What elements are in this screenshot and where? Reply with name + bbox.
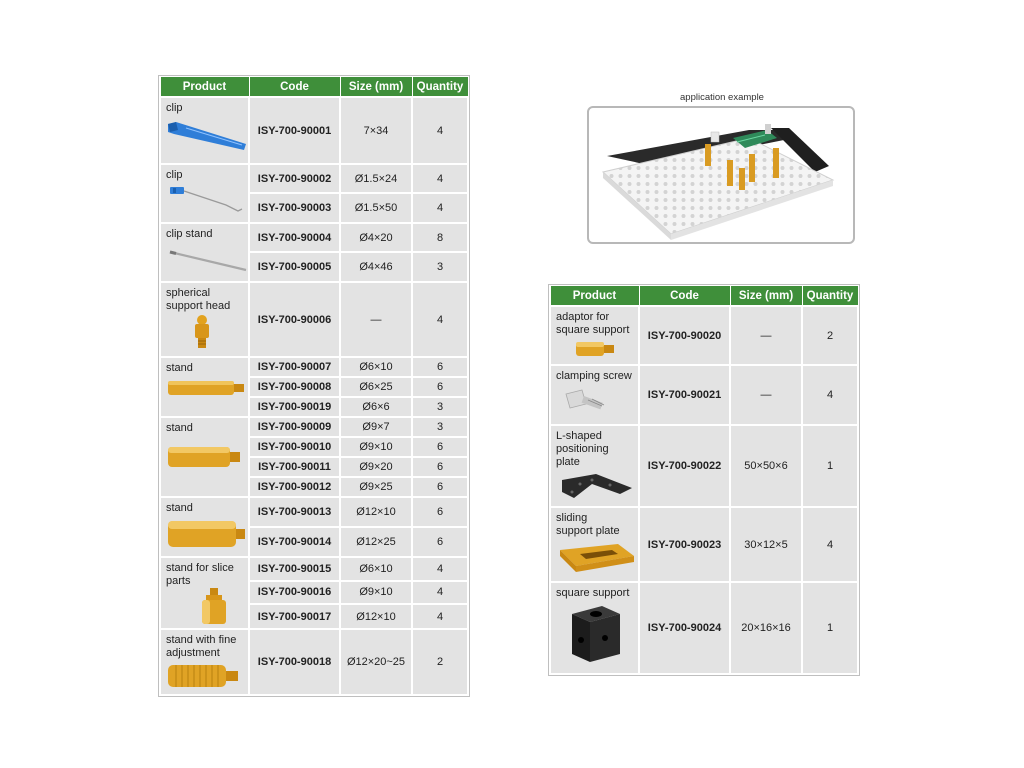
code-cell: ISY-700-90018	[249, 629, 340, 695]
quantity-cell: 4	[802, 365, 858, 425]
quantity-cell: 1	[802, 425, 858, 507]
code-cell: ISY-700-90007	[249, 357, 340, 377]
table-row	[160, 557, 468, 581]
code-cell: ISY-700-90006	[249, 282, 340, 357]
product-name: clip	[166, 169, 183, 181]
size-cell: Ø12×10	[340, 497, 412, 527]
application-example-image	[587, 106, 855, 244]
product-cell	[550, 582, 639, 674]
size-header: Size (mm)	[730, 286, 802, 307]
code-cell: ISY-700-90010	[249, 437, 340, 457]
product-name: stand	[166, 422, 193, 434]
product-cell	[160, 164, 249, 223]
size-cell: 7×34	[340, 97, 412, 164]
product-name: sliding	[556, 512, 588, 524]
spherical-head-icon	[166, 314, 248, 350]
square-support-icon	[556, 602, 638, 668]
product-name: stand	[166, 362, 193, 374]
table-row	[550, 306, 858, 365]
code-cell: ISY-700-90008	[249, 377, 340, 397]
size-cell: Ø6×25	[340, 377, 412, 397]
code-cell: ISY-700-90003	[249, 193, 340, 223]
size-cell: Ø9×10	[340, 581, 412, 605]
code-cell: ISY-700-90024	[639, 582, 730, 674]
size-cell: Ø9×10	[340, 437, 412, 457]
size-cell: Ø12×10	[340, 604, 412, 629]
size-cell: Ø9×20	[340, 457, 412, 477]
quantity-cell: 3	[412, 252, 468, 282]
table-row	[550, 582, 858, 674]
quantity-cell: 4	[412, 581, 468, 605]
table-row	[160, 497, 468, 527]
parts-table-right	[549, 285, 859, 675]
product-cell	[550, 306, 639, 365]
adaptor-icon	[556, 339, 638, 361]
product-name: clamping screw	[556, 370, 632, 382]
product-header: Product	[550, 286, 639, 307]
quantity-cell: 4	[412, 97, 468, 164]
fine-adjust-stand-icon	[166, 661, 248, 691]
code-cell: ISY-700-90023	[639, 507, 730, 582]
code-cell: ISY-700-90012	[249, 477, 340, 497]
product-cell	[160, 629, 249, 695]
wire-clip-icon	[166, 185, 248, 215]
clamping-screw-icon	[556, 386, 638, 420]
size-cell: Ø1.5×50	[340, 193, 412, 223]
size-cell: Ø4×46	[340, 252, 412, 282]
size-cell: —	[730, 306, 802, 365]
code-header: Code	[639, 286, 730, 307]
product-name: stand with fine	[166, 634, 237, 646]
product-name: stand	[166, 502, 193, 514]
table-row	[550, 507, 858, 582]
product-header: Product	[160, 77, 249, 98]
table-row	[550, 425, 858, 507]
size-cell: Ø6×6	[340, 397, 412, 417]
quantity-cell: 6	[412, 377, 468, 397]
size-header: Size (mm)	[340, 77, 412, 98]
quantity-cell: 1	[802, 582, 858, 674]
code-cell: ISY-700-90017	[249, 604, 340, 629]
rod-icon	[166, 244, 248, 274]
parts-table-left	[159, 76, 469, 696]
size-cell: 20×16×16	[730, 582, 802, 674]
quantity-cell: 4	[802, 507, 858, 582]
table-row	[160, 629, 468, 695]
size-cell: Ø12×25	[340, 527, 412, 557]
code-cell: ISY-700-90019	[249, 397, 340, 417]
l-plate-icon	[556, 470, 638, 504]
product-name: stand for slice	[166, 562, 234, 574]
code-cell: ISY-700-90016	[249, 581, 340, 605]
code-cell: ISY-700-90009	[249, 417, 340, 437]
size-cell: Ø1.5×24	[340, 164, 412, 193]
size-cell: Ø6×10	[340, 557, 412, 581]
size-cell: —	[340, 282, 412, 357]
product-cell	[550, 507, 639, 582]
quantity-cell: 6	[412, 497, 468, 527]
size-cell: Ø6×10	[340, 357, 412, 377]
small-stand-icon	[166, 378, 248, 398]
quantity-cell: 4	[412, 282, 468, 357]
product-cell	[550, 365, 639, 425]
quantity-cell: 4	[412, 164, 468, 193]
quantity-cell: 6	[412, 457, 468, 477]
quantity-cell: 6	[412, 477, 468, 497]
product-cell	[160, 223, 249, 282]
product-cell	[550, 425, 639, 507]
table-row	[160, 417, 468, 437]
quantity-cell: 6	[412, 437, 468, 457]
size-cell: Ø12×20~25	[340, 629, 412, 695]
slice-stand-icon	[166, 588, 248, 626]
code-cell: ISY-700-90011	[249, 457, 340, 477]
code-cell: ISY-700-90004	[249, 223, 340, 252]
blue-clip-icon	[166, 118, 248, 154]
code-cell: ISY-700-90005	[249, 252, 340, 282]
quantity-cell: 6	[412, 527, 468, 557]
medium-stand-icon	[166, 443, 248, 473]
quantity-cell: 3	[412, 397, 468, 417]
product-name: support head	[166, 300, 231, 312]
size-cell: —	[730, 365, 802, 425]
product-cell	[160, 497, 249, 557]
application-example-label: application example	[680, 92, 764, 103]
table-row	[160, 282, 468, 357]
product-name: clip	[166, 102, 183, 114]
quantity-header: Quantity	[802, 286, 858, 307]
header-row	[550, 286, 858, 307]
quantity-cell: 2	[412, 629, 468, 695]
code-cell: ISY-700-90020	[639, 306, 730, 365]
product-name: square support	[556, 587, 630, 599]
product-name: support plate	[556, 525, 620, 537]
code-cell: ISY-700-90002	[249, 164, 340, 193]
size-cell: Ø4×20	[340, 223, 412, 252]
product-cell	[160, 357, 249, 417]
table-row	[160, 357, 468, 377]
code-cell: ISY-700-90014	[249, 527, 340, 557]
large-stand-icon	[166, 518, 248, 550]
code-cell: ISY-700-90001	[249, 97, 340, 164]
quantity-cell: 4	[412, 557, 468, 581]
code-cell: ISY-700-90015	[249, 557, 340, 581]
quantity-header: Quantity	[412, 77, 468, 98]
table-row	[160, 164, 468, 193]
product-cell	[160, 97, 249, 164]
quantity-cell: 3	[412, 417, 468, 437]
quantity-cell: 4	[412, 193, 468, 223]
size-cell: Ø9×7	[340, 417, 412, 437]
product-name: square support	[556, 324, 630, 336]
quantity-cell: 4	[412, 604, 468, 629]
product-name: spherical	[166, 287, 211, 299]
product-name: positioning plate	[556, 443, 609, 468]
product-name: L-shaped	[556, 430, 602, 442]
product-cell	[160, 557, 249, 629]
quantity-cell: 6	[412, 357, 468, 377]
application-example-illustration	[589, 108, 853, 242]
size-cell: Ø9×25	[340, 477, 412, 497]
quantity-cell: 8	[412, 223, 468, 252]
header-row	[160, 77, 468, 98]
code-cell: ISY-700-90013	[249, 497, 340, 527]
code-cell: ISY-700-90021	[639, 365, 730, 425]
code-header: Code	[249, 77, 340, 98]
product-cell	[160, 417, 249, 497]
size-cell: 50×50×6	[730, 425, 802, 507]
table-row	[160, 223, 468, 252]
product-name: adjustment	[166, 647, 220, 659]
table-row	[550, 365, 858, 425]
code-cell: ISY-700-90022	[639, 425, 730, 507]
table-row	[160, 97, 468, 164]
sliding-plate-icon	[556, 540, 638, 574]
product-name: adaptor for	[556, 311, 610, 323]
product-cell	[160, 282, 249, 357]
product-name: parts	[166, 575, 191, 587]
quantity-cell: 2	[802, 306, 858, 365]
product-name: clip stand	[166, 228, 213, 240]
size-cell: 30×12×5	[730, 507, 802, 582]
